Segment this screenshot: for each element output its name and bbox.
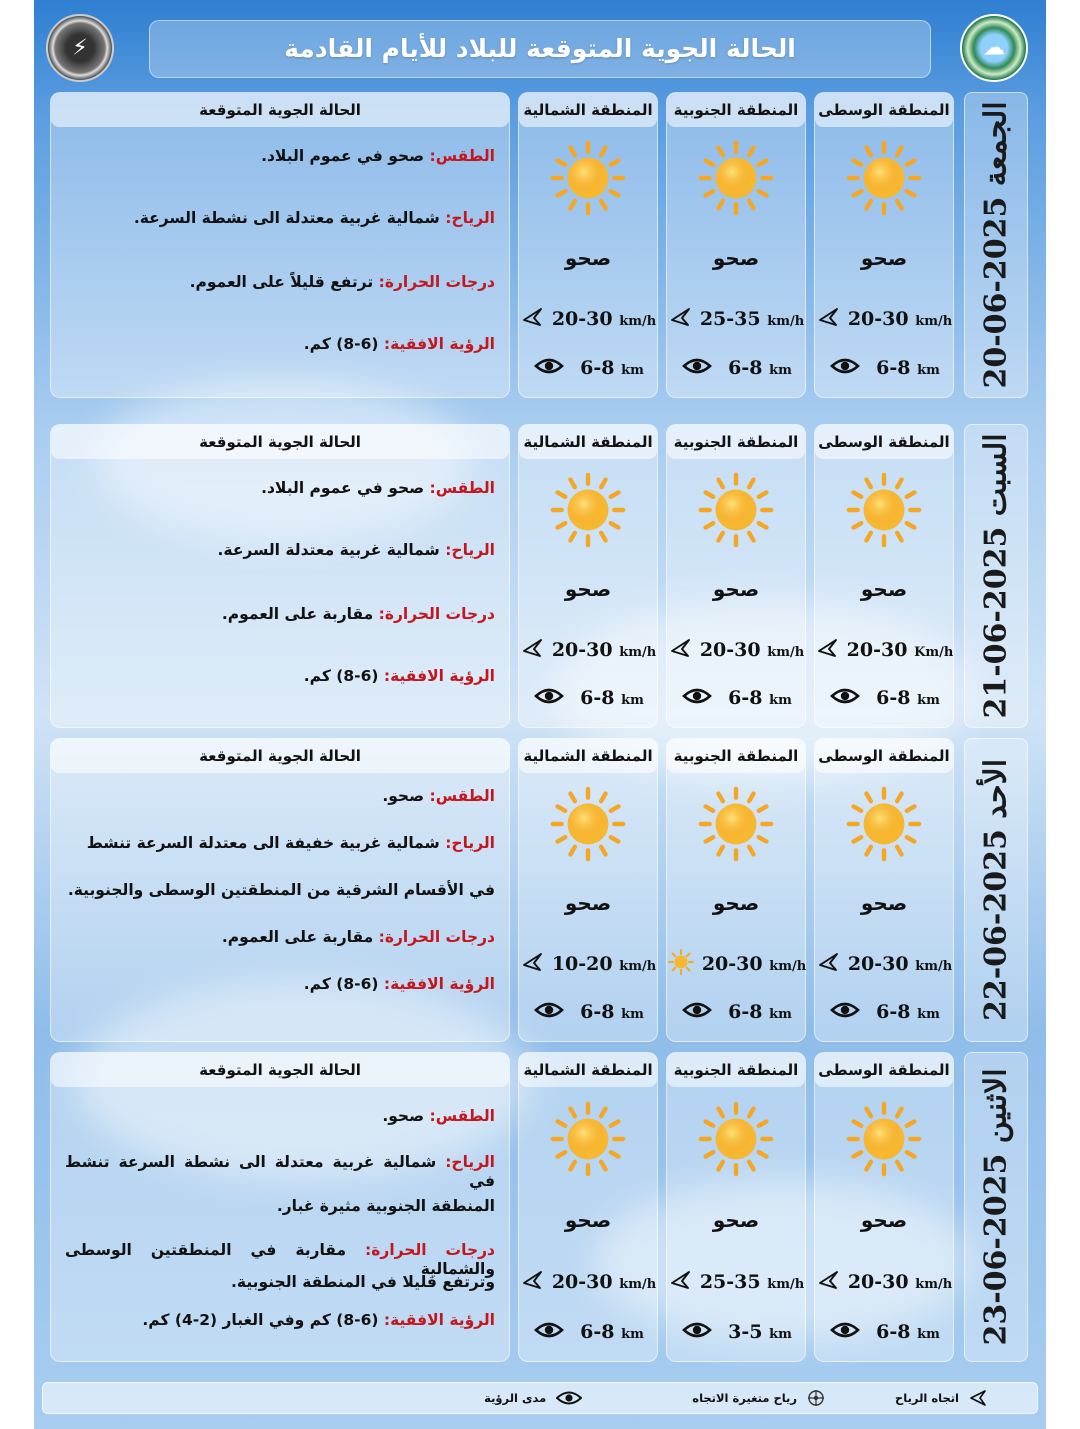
sunny-icon [697,139,775,217]
visibility-value: 6-8 [580,357,615,379]
page-title: الحالة الجوية المتوقعة للبلاد للأيام القادمة [149,20,931,78]
wind-speed [552,1271,656,1293]
forecast-line [65,975,495,994]
visibility-unit: km [621,693,644,708]
meteorological-authority-logo: ☁ [960,14,1028,82]
visibility-row [527,1317,651,1347]
eye-icon [682,357,712,379]
visibility-unit: km [769,1007,792,1022]
forecast-line-label: الطقس: [429,787,495,805]
forecast-line [65,1273,495,1292]
sunny-icon [845,471,923,549]
visibility-unit: km [917,693,940,708]
forecast-line [65,1153,495,1190]
forecast-line-label: درجات الحرارة: [365,1241,495,1259]
wind-row [675,949,807,979]
region-name: المنطقة الشمالية [519,739,657,773]
forecast-line-label: الطقس: [429,479,495,497]
wind-speed-unit: km/h [915,1277,953,1292]
forecast-line-label: الرؤية الافقية: [383,667,495,685]
wind-speed [847,639,954,661]
eye-icon [830,1001,860,1023]
day-date-text: السبت 2025-06-21 [978,433,1014,719]
visibility-row [675,997,799,1027]
wind-speed [700,639,804,661]
region-name: المنطقة الجنوبية [667,93,805,127]
legend-variable-wind [692,1389,825,1407]
forecast-line-text: صحو في عموم البلاد. [261,147,425,165]
eye-icon [534,1321,564,1343]
visibility-unit: km [769,1327,792,1342]
condition-text: صحو [564,577,612,601]
forecasting-center-logo: ⚡ [46,14,114,82]
forecast-line [65,928,495,947]
wind-row [823,635,954,665]
visibility-row [527,683,651,713]
wind-arrow-icon [670,307,692,331]
day-date-text: الجمعة 2025-06-20 [978,101,1014,389]
visibility-row [675,1317,799,1347]
forecast-line [65,1107,495,1126]
wind-speed [848,1271,952,1293]
forecast-line-text: شمالية غربية معتدلة الى نشطة السرعة. [133,209,440,227]
forecast-line [65,834,495,853]
legend-visibility [484,1390,582,1406]
wind-row [675,1267,805,1297]
day-date-text: الاثنين 2025-06-23 [978,1068,1014,1346]
forecast-line-label: الرياح: [445,541,495,559]
wind-speed [700,1271,804,1293]
day-date-label [964,424,1028,728]
region-name: المنطقة الجنوبية [667,425,805,459]
region-card-northern [518,1052,658,1362]
condition-text: صحو [712,1208,760,1232]
visibility [580,357,644,379]
visibility [876,357,940,379]
wind-speed-value: 20-30 [847,1271,909,1293]
sunny-icon [549,471,627,549]
forecast-line-text: صحو. [382,787,425,805]
region-card-southern [666,738,806,1042]
eye-icon [830,357,860,379]
wind-row [675,304,805,334]
sunny-icon [845,1100,923,1178]
wind-row [527,1267,657,1297]
forecast-line-text: في الأقسام الشرقية من المنطقتين الوسطى والجنوبية. [67,881,495,899]
forecast-line-text: (6-8) كم. [303,335,379,353]
eye-icon [534,357,564,379]
visibility [728,687,792,709]
wind-speed-unit: km/h [619,1277,657,1292]
visibility-value: 6-8 [580,1001,615,1023]
visibility-value: 6-8 [728,357,763,379]
eye-icon [682,1321,712,1343]
region-card-northern [518,92,658,398]
visibility-value: 6-8 [728,1001,763,1023]
wind-speed-value: 20-30 [551,308,613,330]
condition-text: صحو [564,891,612,915]
forecast-page [34,0,1046,1429]
region-name: المنطقة الشمالية [519,425,657,459]
visibility-value: 6-8 [580,687,615,709]
visibility-unit: km [917,363,940,378]
visibility [876,1001,940,1023]
wind-speed-value: 20-30 [551,1271,613,1293]
forecast-line-text: (6-8) كم. [303,667,379,685]
forecast-text-card [50,424,510,728]
forecast-card-title: الحالة الجوية المتوقعة [51,739,509,773]
wind-speed [848,308,952,330]
region-card-central [814,738,954,1042]
wind-arrow-icon [818,952,840,976]
wind-speed-value: 25-35 [699,308,761,330]
wind-speed [702,953,806,975]
compass-icon [807,1389,825,1407]
forecast-line-text: مقاربة على العموم. [221,605,374,623]
region-card-central [814,424,954,728]
wind-speed-value: 20-30 [551,639,613,661]
wind-speed-unit: km/h [619,645,657,660]
visibility-unit: km [621,1007,644,1022]
eye-icon [556,1390,582,1406]
legend-visibility-label: مدى الرؤية [484,1391,547,1405]
variable-wind-icon [668,949,694,979]
visibility [580,1001,644,1023]
region-card-southern [666,92,806,398]
visibility-row [823,353,947,383]
sunny-icon [697,785,775,863]
wind-speed-unit: km/h [915,959,953,974]
forecast-line-label: الطقس: [429,1107,495,1125]
condition-text: صحو [860,246,908,270]
forecast-line-label: الرياح: [445,834,495,852]
forecast-line [65,479,495,498]
region-card-northern [518,424,658,728]
forecast-line-text: ترتفع قليلاً على العموم. [189,273,374,291]
sunny-icon [549,1100,627,1178]
forecast-line [65,335,495,354]
wind-arrow-icon [817,638,839,662]
forecast-line-label: الطقس: [429,147,495,165]
forecast-line-text: (6-8) كم. [303,975,379,993]
forecast-line-text: المنطقة الجنوبية مثيرة غبار. [276,1197,495,1215]
wind-arrow-icon [522,638,544,662]
region-name: المنطقة الوسطى [815,1053,953,1087]
wind-speed-unit: Km/h [914,645,954,660]
forecast-line-text: شمالية غربية معتدلة السرعة. [217,541,440,559]
visibility [876,687,940,709]
legend-variable-wind-label: رياح متغيرة الاتجاه [692,1391,797,1405]
visibility-row [527,997,651,1027]
condition-text: صحو [860,577,908,601]
forecast-line [65,1311,495,1330]
visibility-unit: km [917,1007,940,1022]
visibility-unit: km [769,363,792,378]
wind-arrow-icon [670,638,692,662]
wind-speed-unit: km/h [767,314,805,329]
forecast-line-label: درجات الحرارة: [378,928,495,946]
visibility-row [527,353,651,383]
wind-arrow-icon [522,952,544,976]
forecast-line-text: صحو في عموم البلاد. [261,479,425,497]
wind-speed [700,308,804,330]
forecast-line [65,273,495,292]
day-date-label [964,738,1028,1042]
forecast-line-label: درجات الحرارة: [378,605,495,623]
forecast-card-title: الحالة الجوية المتوقعة [51,1053,509,1087]
wind-row [823,1267,953,1297]
visibility-value: 6-8 [580,1321,615,1343]
condition-text: صحو [860,1208,908,1232]
region-name: المنطقة الوسطى [815,93,953,127]
region-card-central [814,1052,954,1362]
forecast-text-card [50,738,510,1042]
wind-arrow-icon [522,1270,544,1294]
wind-speed [848,953,952,975]
forecast-line-label: الرؤية الافقية: [383,1311,495,1329]
forecast-line-label: الرياح: [445,1153,495,1171]
forecast-line-label: درجات الحرارة: [378,273,495,291]
visibility-value: 6-8 [876,1001,911,1023]
wind-speed [552,308,656,330]
forecast-line-text: مقاربة على العموم. [221,928,374,946]
visibility [580,687,644,709]
region-name: المنطقة الشمالية [519,1053,657,1087]
wind-row [527,635,657,665]
visibility-row [823,997,947,1027]
wind-arrow-icon [670,1270,692,1294]
visibility [876,1321,940,1343]
day-date-text: الأحد 2025-06-22 [978,758,1014,1022]
forecast-line-text: مقاربة في المنطقتين الوسطى والشمالية [65,1241,495,1278]
wind-speed [552,953,656,975]
forecast-line-text: (6-8) كم وفي الغبار (2-4) كم. [142,1311,379,1329]
forecast-line [65,667,495,686]
region-name: المنطقة الوسطى [815,425,953,459]
visibility [728,1001,792,1023]
condition-text: صحو [712,246,760,270]
wind-speed-value: 20-30 [847,953,909,975]
forecast-line-label: الرياح: [445,209,495,227]
sunny-icon [845,139,923,217]
forecast-line-text: وترتفع قليلا في المنطقة الجنوبية. [231,1273,495,1291]
visibility-unit: km [769,693,792,708]
visibility-unit: km [917,1327,940,1342]
forecast-line [65,209,495,228]
condition-text: صحو [564,1208,612,1232]
visibility-unit: km [621,363,644,378]
eye-icon [534,1001,564,1023]
forecast-line [65,605,495,624]
wind-speed-unit: km/h [915,314,953,329]
visibility-value: 6-8 [876,357,911,379]
legend-wind-direction-label: اتجاه الرياح [895,1391,959,1405]
visibility-value: 3-5 [728,1321,763,1343]
sunny-icon [697,471,775,549]
forecast-card-title: الحالة الجوية المتوقعة [51,425,509,459]
condition-text: صحو [712,577,760,601]
visibility-row [823,683,947,713]
legend [42,1382,1038,1414]
visibility-row [675,353,799,383]
sunny-icon [549,785,627,863]
wind-speed [552,639,656,661]
wind-speed-value: 10-20 [551,953,613,975]
wind-speed-unit: km/h [767,645,805,660]
day-date-label [964,92,1028,398]
visibility-value: 6-8 [728,687,763,709]
forecast-line [65,787,495,806]
visibility-value: 6-8 [876,1321,911,1343]
forecast-line [65,881,495,900]
eye-icon [534,687,564,709]
eye-icon [682,687,712,709]
eye-icon [682,1001,712,1023]
forecast-text-card [50,92,510,398]
wind-speed-value: 20-30 [847,308,909,330]
sunny-icon [697,1100,775,1178]
visibility-value: 6-8 [876,687,911,709]
region-name: المنطقة الشمالية [519,93,657,127]
region-card-southern [666,1052,806,1362]
wind-speed-value: 20-30 [701,953,763,975]
region-card-northern [518,738,658,1042]
forecast-line [65,1197,495,1216]
region-name: المنطقة الجنوبية [667,1053,805,1087]
wind-speed-value: 20-30 [699,639,761,661]
visibility [580,1321,644,1343]
visibility-unit: km [621,1327,644,1342]
visibility-row [675,683,799,713]
forecast-line-text: شمالية غربية خفيفة الى معتدلة السرعة تنشط [86,834,440,852]
day-date-label [964,1052,1028,1362]
wind-arrow-icon [522,307,544,331]
wind-arrow-icon [818,307,840,331]
wind-speed-unit: km/h [619,314,657,329]
wind-speed-unit: km/h [767,1277,805,1292]
region-name: المنطقة الجنوبية [667,739,805,773]
wind-arrow-icon [969,1390,987,1406]
region-name: المنطقة الوسطى [815,739,953,773]
forecast-line-text: شمالية غربية معتدلة الى نشطة السرعة تنشط في [65,1153,495,1190]
wind-speed-unit: km/h [619,959,657,974]
wind-row [675,635,805,665]
wind-row [527,304,657,334]
wind-row [823,949,953,979]
forecast-card-title: الحالة الجوية المتوقعة [51,93,509,127]
forecast-line-label: الرؤية الافقية: [383,335,495,353]
forecast-line-text: صحو. [382,1107,425,1125]
wind-row [823,304,953,334]
forecast-line [65,541,495,560]
legend-wind-direction [895,1390,987,1406]
forecast-line [65,147,495,166]
wind-speed-unit: km/h [769,959,807,974]
eye-icon [830,1321,860,1343]
sunny-icon [845,785,923,863]
wind-speed-value: 20-30 [846,639,908,661]
visibility-row [823,1317,947,1347]
region-card-southern [666,424,806,728]
condition-text: صحو [564,246,612,270]
condition-text: صحو [860,891,908,915]
wind-arrow-icon [818,1270,840,1294]
sunny-icon [549,139,627,217]
region-card-central [814,92,954,398]
forecast-text-card [50,1052,510,1362]
wind-row [527,949,657,979]
eye-icon [830,687,860,709]
visibility [728,357,792,379]
wind-speed-value: 25-35 [699,1271,761,1293]
condition-text: صحو [712,891,760,915]
forecast-line-label: الرؤية الافقية: [383,975,495,993]
visibility [728,1321,792,1343]
